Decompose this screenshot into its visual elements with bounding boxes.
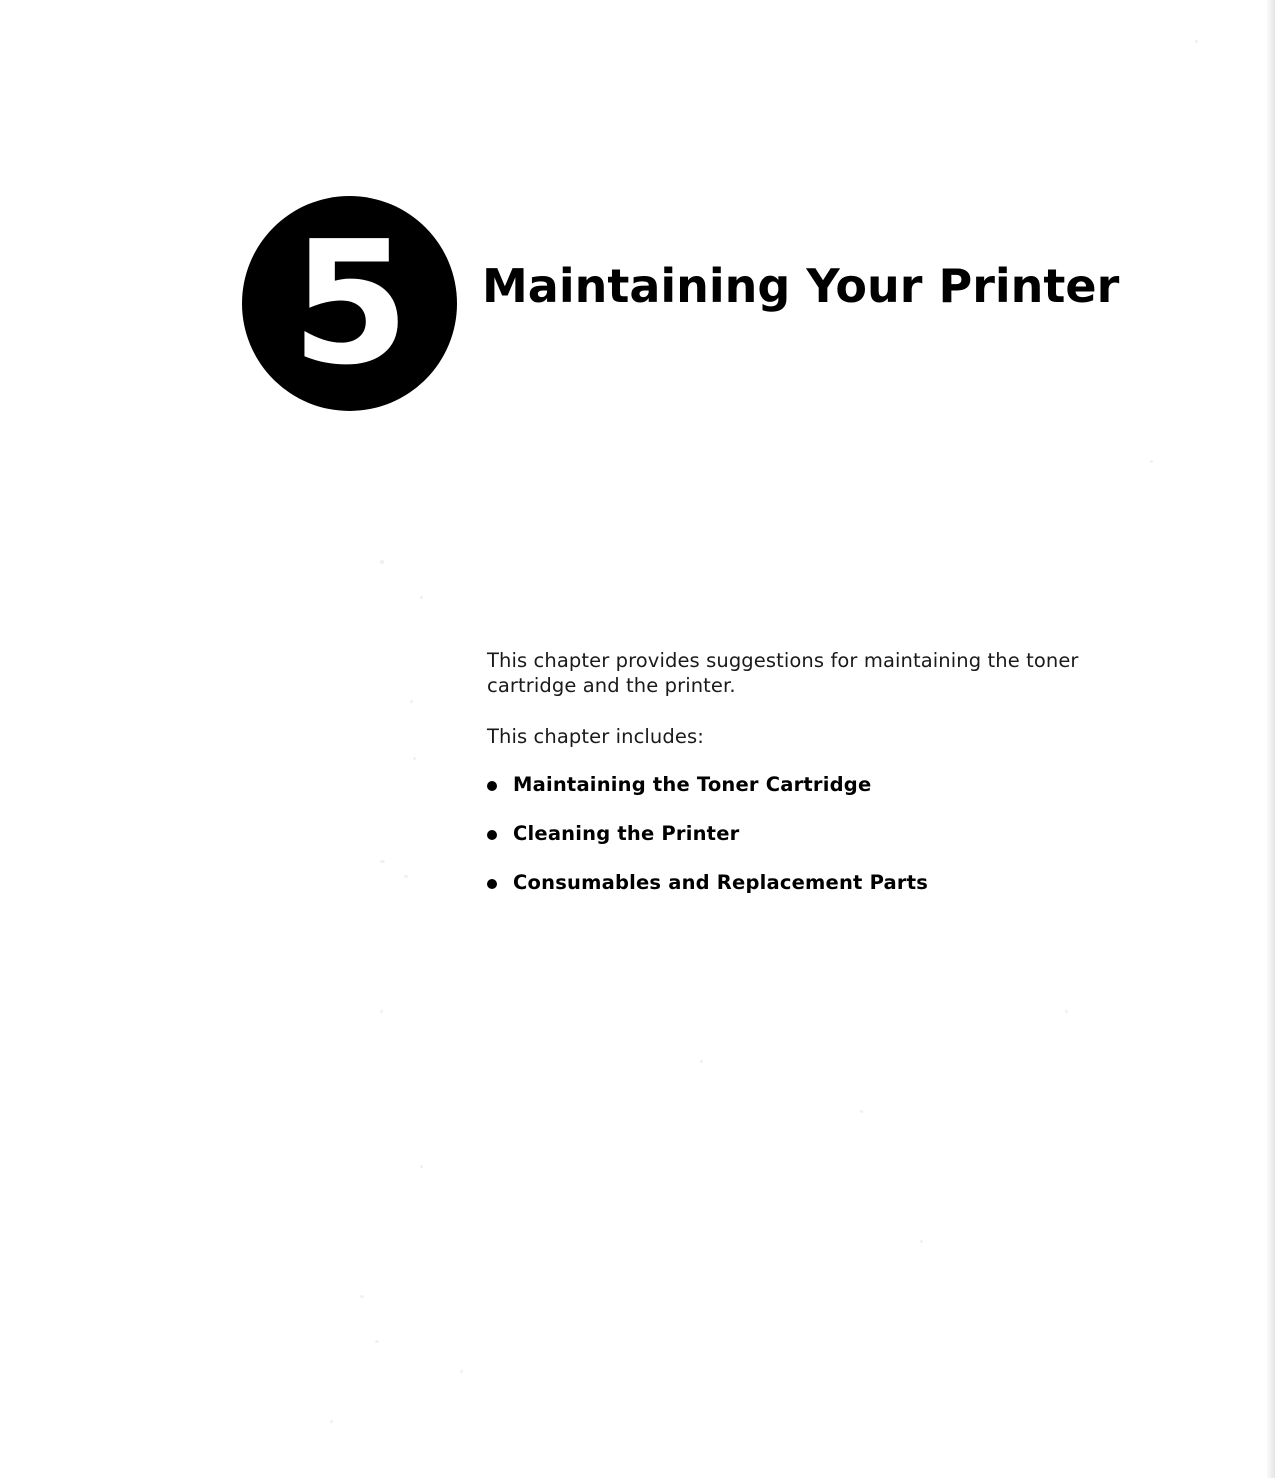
scan-speckle — [920, 1240, 923, 1243]
scan-speckle — [860, 1110, 863, 1113]
scan-speckle — [420, 1165, 423, 1168]
includes-label: This chapter includes: — [487, 725, 704, 748]
bullet-dot-icon — [487, 879, 497, 889]
scan-speckle — [380, 860, 385, 863]
scan-speckle — [1150, 460, 1153, 463]
chapter-number-badge: 5 — [242, 196, 457, 411]
scan-speckle — [460, 1370, 463, 1373]
scan-speckle — [1195, 40, 1198, 43]
scan-speckle — [380, 560, 384, 564]
page-edge-shadow — [1267, 0, 1275, 1478]
bullet-dot-icon — [487, 781, 497, 791]
scan-speckle — [700, 1060, 703, 1063]
scan-speckle — [380, 1010, 383, 1013]
intro-paragraph: This chapter provides suggestions for maintaining the toner cartridge and the printer. — [487, 649, 1079, 697]
topic-link-label: Cleaning the Printer — [513, 822, 740, 845]
list-item[interactable] — [487, 822, 1127, 845]
topic-link-label: Maintaining the Toner Cartridge — [513, 773, 872, 796]
bullet-dot-icon — [487, 830, 497, 840]
scan-speckle — [420, 596, 423, 599]
topic-link-label: Consumables and Replacement Parts — [513, 871, 929, 894]
scan-speckle — [360, 1295, 364, 1298]
scan-speckle — [410, 700, 413, 703]
scan-speckle — [375, 1340, 379, 1343]
scan-speckle — [404, 875, 408, 878]
list-item[interactable] — [487, 871, 1127, 894]
scan-speckle — [413, 757, 416, 760]
chapter-intro-content — [487, 648, 1127, 920]
chapter-topics-list — [487, 773, 1127, 894]
scan-speckle — [1065, 1010, 1068, 1013]
scan-speckle — [330, 1420, 333, 1423]
list-item[interactable] — [487, 773, 1127, 796]
chapter-header — [242, 196, 1119, 411]
page-title: Maintaining Your Printer — [482, 258, 1120, 313]
